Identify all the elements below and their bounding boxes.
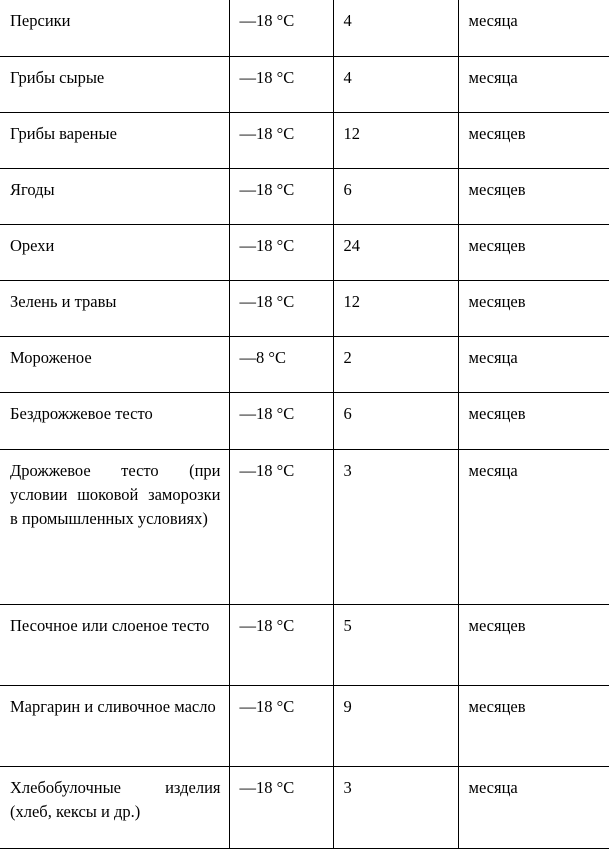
temperature-cell: —18 °С (229, 766, 333, 848)
duration-cell: 9 (333, 685, 458, 766)
unit-cell: месяцев (458, 685, 609, 766)
product-cell: Песочное или слоеное тесто (0, 604, 229, 685)
unit-cell: месяца (458, 0, 609, 56)
temperature-cell: —18 °С (229, 112, 333, 168)
unit-cell: месяцев (458, 604, 609, 685)
unit-cell: месяцев (458, 280, 609, 336)
duration-cell: 4 (333, 56, 458, 112)
product-cell: Дрожжевое тесто (при условии шоковой заморозки в промышленных условиях) (0, 449, 229, 604)
table-row (0, 392, 609, 449)
table-row (0, 280, 609, 336)
temperature-cell: —18 °С (229, 604, 333, 685)
duration-cell: 6 (333, 168, 458, 224)
product-cell: Ягоды (0, 168, 229, 224)
unit-cell: месяца (458, 56, 609, 112)
temperature-cell: —18 °С (229, 224, 333, 280)
product-cell: Бездрожжевое тесто (0, 392, 229, 449)
duration-cell: 12 (333, 280, 458, 336)
unit-cell: месяцев (458, 112, 609, 168)
product-cell: Хлебобулочные изделия (хлеб, кексы и др.) (0, 766, 229, 848)
product-cell: Мороженое (0, 336, 229, 392)
unit-cell: месяцев (458, 224, 609, 280)
table-row (0, 112, 609, 168)
unit-cell: месяца (458, 336, 609, 392)
duration-cell: 24 (333, 224, 458, 280)
unit-cell: месяца (458, 449, 609, 604)
duration-cell: 6 (333, 392, 458, 449)
duration-cell: 3 (333, 449, 458, 604)
table-row (0, 685, 609, 766)
temperature-cell: —18 °С (229, 392, 333, 449)
duration-cell: 4 (333, 0, 458, 56)
product-cell: Грибы сырые (0, 56, 229, 112)
table-row (0, 0, 609, 56)
table-row (0, 224, 609, 280)
product-cell: Зелень и травы (0, 280, 229, 336)
product-cell: Маргарин и сливочное масло (0, 685, 229, 766)
table-row (0, 168, 609, 224)
duration-cell: 12 (333, 112, 458, 168)
unit-cell: месяцев (458, 168, 609, 224)
table-row (0, 56, 609, 112)
duration-cell: 2 (333, 336, 458, 392)
table-row (0, 604, 609, 685)
table-row (0, 449, 609, 604)
table-row (0, 336, 609, 392)
temperature-cell: —18 °С (229, 685, 333, 766)
temperature-cell: —18 °С (229, 56, 333, 112)
duration-cell: 3 (333, 766, 458, 848)
unit-cell: месяца (458, 766, 609, 848)
product-cell: Грибы вареные (0, 112, 229, 168)
duration-cell: 5 (333, 604, 458, 685)
temperature-cell: —18 °С (229, 168, 333, 224)
product-cell: Персики (0, 0, 229, 56)
unit-cell: месяцев (458, 392, 609, 449)
temperature-cell: —18 °С (229, 280, 333, 336)
temperature-cell: —8 °С (229, 336, 333, 392)
table-row (0, 766, 609, 848)
temperature-cell: —18 °С (229, 0, 333, 56)
temperature-cell: —18 °С (229, 449, 333, 604)
product-cell: Орехи (0, 224, 229, 280)
